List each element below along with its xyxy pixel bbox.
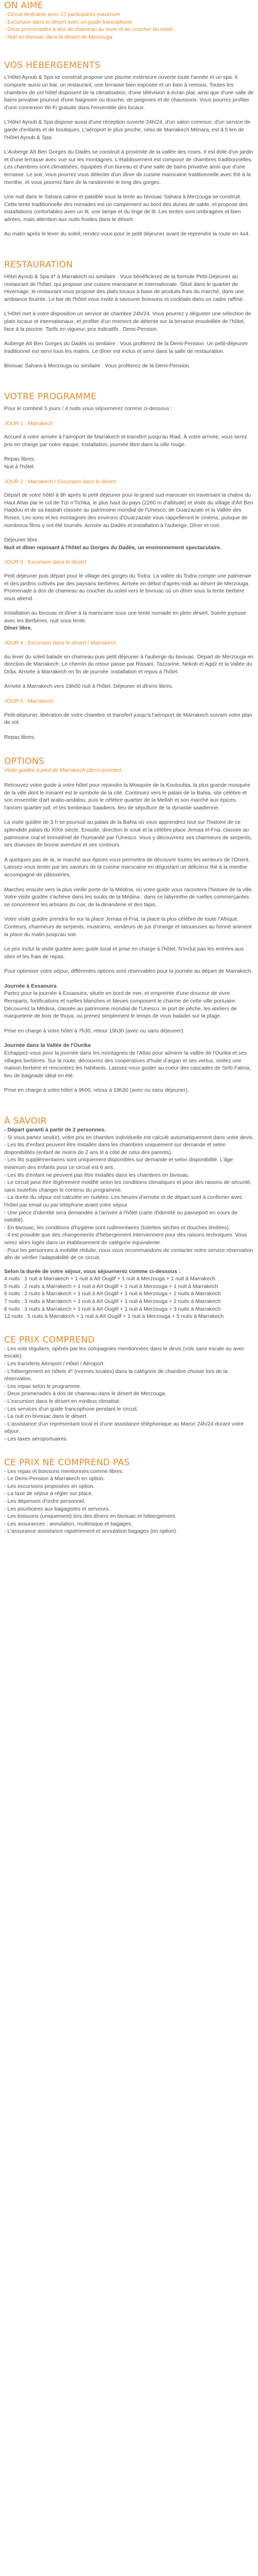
list-item: - L'assurance assistance rapatriement et annulation bagages (en option). [4, 1529, 178, 1535]
paragraph: La visite guidée de 3 h se poursuit au palais de la Bahia où vous apprendrez tout sur l'histoire de ce splendide palais du XIXe siècle. Ensuite, direction le souk et la célèbre place Jemaa el-Fna, classée au patrimoine oral et immatériel de l'humanité par l'Unesco. Vous y découvrirez ses charmeurs de serpents, ses diseuses de bonne aventure et ses conteurs. [4, 820, 252, 849]
list-item: - Si vous partez seul(e), votre prix en chambre individuelle est calculé automatiquement dans votre devis. [4, 1134, 254, 1141]
list-item: - La durée du séjour est calculée en nuitées. Les heures d'arrivée et de départ sont à confirmer avec l'hôtel par email ou par téléphone avant votre séjour. [4, 1195, 243, 1208]
list-item: - Les services d'un guide francophone pendant le circuit. [4, 1406, 138, 1412]
paragraph: Prise en charge à votre hôtel à 7h30, retour 19h30 (avec ou sans déjeuner). [4, 1028, 185, 1034]
list-item: - Deux promenades à dos de chameau dans le désert de Merzouga. [4, 1391, 167, 1397]
list-item: - Les excursions proposées en option. [4, 1483, 95, 1489]
paragraph: L'Hôtel met à votre disposition un service de chambre 24h/24. Vous pourrez y déguster une sélection de plats locaux et internationaux, et profiter d'un moment de détente sur la terrasse ensoleillée de l'hôtel, face à la piscine. Tarifs en vigueur, prix indicatifs : Demi-Pension. [4, 311, 251, 332]
paragraph: L'Auberge Aït Ben Gorges du Dadès se construit à proximité de la vallée des roses. Il est doté d'un jardin et d'une terrasse avec vue sur les montagnes. L'établissement est composé de chambres traditionnelles. Les chambres sont climatisées, équipées d'un bureau et d'une salle de bains privative ainsi que d'une terrasse. Le soir, vous pourrez vous délecter d'un dîner de cuisine marocaine traditionnelle avec thé à la menthe, et vous pourrez faire de la randonnée le long des gorges. [4, 149, 253, 185]
paragraph: Repas libres. [4, 456, 36, 463]
paragraph: Installation au bivouac et dîner à la marocaine sous une tente nomade en plein désert. Soirée joyeuse avec les Berbères, nuit sous tente. [4, 611, 247, 624]
paragraph: Dîner libre. [4, 625, 33, 632]
hebergements-heading: VOS HÉBERGEMENTS [4, 60, 101, 71]
ce-prix-comprend-heading: CE PRIX COMPREND [4, 1334, 95, 1345]
list-item: - Circuit itinérante avec 17 participants maximum [4, 12, 120, 18]
a-savoir-list [4, 1127, 254, 1262]
ce-prix-ne-comprend-pas-heading: CE PRIX NE COMPREND PAS [4, 1457, 130, 1468]
a-savoir-heading: À SAVOIR [4, 1116, 47, 1126]
list-item: - Les lits d'enfant peuvent être installés dans les chambres uniquement sur demande et selon disponibilités (enfant de moins de 2 ans lit à côté de celui des parents). [4, 1142, 226, 1156]
paragraph: L'Hôtel Ayoub & Spa se construit propose une piscine extérieure ouverte toute l'année et un spa. Il comporte aussi un bar, un restaurant, une terrasse bien exposée et un bain à remous. Toutes les chambres de cet hôtel disposent de la climatisation, d'une télévision à écran plat, ainsi que d'une salle de bains privative pourvue d'une baignoire ou douche, de peignoirs et de chaussons. Vous pourrez profiter d'une connexion Wi-Fi gratuite dans l'ensemble des locaux. [4, 75, 254, 111]
programme-heading: VOTRE PROGRAMME [4, 392, 96, 402]
paragraph: L'Hôtel Ayoub & Spa dispose aussi d'une réception ouverte 24h/24, d'un salon commun, d'un service de garde d'enfants et de boutiques. L'aéroport le plus proche, celui de Marrakech Ménara, est à 5 km de l'Hôtel Ayoub & Spa. [4, 120, 251, 141]
paragraph: Échappez-vous pour la journée dans les montagnes de l'Atlas pour admirer la vallée de l'Ourika et ses villages berbères. Sur la route, découvrez des coopératives d'huile d'argan et ses vertus, visitez une maison berbère et rencontrez les habitants. Laissez-vous guider au coeur des cascades de Setti Fatma, lieu de baignade idéal en été. [4, 1050, 251, 1079]
paragraph: Petit-déjeuner, libération de votre chambre et transfert jusqu'à l'aéroport de Marrakech suivant votre plan de vol. [4, 712, 252, 726]
list-item: - Le circuit peut être légèrement modifié selon les conditions climatiques et pour des raisons de sécurité, sans toutefois changer le contenu du programme. [4, 1180, 252, 1193]
paragraph: Déjeuner libre. [4, 537, 39, 544]
list-item: - Le Demi-Pension à Marrakech en option. [4, 1476, 105, 1482]
paragraph: Au lever du soleil balade en chameau puis petit déjeuner à l'auberge du bivouac. Départ de Merzouga en direction de Marrakech. Le chemin du retour passe par Rissani, Tazzarine, Nekob et Agdz et la Vallée du Drâa. Arrivée à Marrakech en fin de journée. Installation et repos à l'hôtel. [4, 654, 254, 675]
paragraph: Retrouvez votre guide à votre hôtel pour rejoindre la Mosquée de la Koutoubia, la plus grande mosquée de la ville dont le minaret est le symbole de la cité. Continuez vers le palais de la Bahia, site célèbre et son ensemble d'art arabo-andalou, puis le célèbre quartier de la Mellah et son marché aux épices, l'ancien quartier juif, et les tombeaux Saadiens, lieu de sépulture de la dynastie saadienne. [4, 783, 251, 811]
list-item: - Les repas selon le programme. [4, 1383, 82, 1389]
paragraph: Nuit à l'hôtel. [4, 464, 35, 470]
paragraph: Accueil à votre arrivée à l'aéroport de Marrakech et transfert jusqu'au Riad. À votre arrivée, vous serez pris en charge par notre équipe. Installation, journée libre dans la ville rouge. [4, 434, 248, 448]
list-item: - Les lits d'enfant ne peuvent pas être installés dans les chambres en bivouac. [4, 1172, 190, 1178]
list-item: - L'hébergement en hôtels 4* (normes locales) dans la catégorie de chambre choisie lors de la réservation. [4, 1368, 228, 1382]
restauration-heading: RESTAURATION [4, 260, 73, 270]
paragraph: Repas libres. [4, 734, 36, 740]
paragraph: Prise en charge à votre hôtel à 9h00, retour à 19h30 (avec ou sans déjeuner). [4, 1088, 189, 1094]
list-item: - La taxe de séjour à régler sur place. [4, 1491, 93, 1497]
list-item: - Pour les personnes à mobilité réduite, nous vous recommandons de contacter notre service réservation afin de vérifier l'adaptabilité de ce circuit. [4, 1247, 253, 1261]
paragraph: Pour optimiser votre séjour, différentes options sont réservables pour la journée au départ de Marrakech. [4, 969, 253, 975]
paragraph: Au matin après le lever du soleil, rendez-vous pour le petit déjeuner avant de reprendre la route en 4x4. [4, 231, 250, 238]
on-aime-list [4, 11, 254, 41]
list-item: - Les boissons (uniquement) lors des dîners en bivouac et hébergement. [4, 1514, 176, 1520]
list-item: - Deux promenades à dos de chameau au lever et au coucher du soleil [4, 27, 173, 33]
list-item: 4 nuits : 1 nuit à Marrakech + 1 nuit à Aït Ouglif + 1 nuit à Merzouga + 1 nuit à Marrakech [4, 1276, 216, 1282]
list-item: - Les repas et boissons mentionnés comme libres. [4, 1468, 124, 1475]
list-item: - La nuit en bivouac dans le désert. [4, 1414, 88, 1420]
list-item: - Les dépenses d'ordre personnel. [4, 1498, 86, 1504]
day-title: JOUR 1 : Marrakech [4, 420, 53, 427]
list-item: - Départ garanti à partir de 2 personnes. [4, 1127, 106, 1133]
paragraph: Auberge Aït Ben Gorges du Dadès ou similaire : Vous profiterez de la Demi-Pension. Un petit-déjeuner traditionnel est servi tous les matins. Le dîner est inclus et servi dans la salle de restauration. [4, 341, 248, 354]
paragraph: Le prix inclut la visite guidée avec guide local et prise en charge à l'hôtel. N'inclut pas les entrées aux sites et les frais de repas. [4, 946, 244, 960]
day-title: JOUR 5 : Marrakech [4, 699, 53, 705]
list-item: - En bivouac, les conditions d'hygiène sont rudimentaires (toilettes sèches et douches limitées). [4, 1225, 231, 1231]
list-item: - Une pièce d'identité sera demandée à l'arrivée à l'hôtel (carte d'identité ou passeport en cours de validité). [4, 1210, 238, 1224]
paragraph: Partez pour la journée à Essaouira, située en bord de mer, et empreinte d'une douceur de vivre. Remparts, fortifications et ruelles blanches et bleues composent le charme de cette ville portuaire. Découvrez la Médina, classée au patrimoine mondial de l'Unesco, le port de pêche, les ateliers de marqueterie de bois de thuya, ou prenez simplement le temps de vous balader sur la plage. [4, 991, 237, 1020]
list-item: 12 nuits : 5 nuits à Marrakech + 1 nuit à Aït Ouglif + 1 nuit à Merzouga + 5 nuits à Marrakech [4, 1314, 224, 1320]
day-title: JOUR 3 : Excursion dans le désert [4, 560, 87, 566]
option-subtitle: Journée dans la Vallée de l'Ourika [4, 1043, 91, 1049]
list-item: - Les taxes aéroportuaires. [4, 1436, 68, 1442]
list-item: 5 nuits : 2 nuits à Marrakech + 1 nuit à Aït Ouglif + 1 nuit à Merzouga + 1 nuit à Marrakech [4, 1283, 218, 1290]
options-heading: OPTIONS [4, 756, 45, 767]
list-item: - Nuit en bivouac dans le désert de Merzouga. [4, 34, 114, 40]
paragraph: Départ de votre hôtel à 8h après le petit déjeuner pour le grand sud marocain en traversant la chaîne du Haut Atlas par le col de Tizi n'Tichka, le plus haut du pays (2260 m d'altitude) et visite du village d'Aït Ben Haddou et de sa kasbah classée au patrimoine mondial de l'Unesco, de Ouarzazate et la Vallée des Roses. Les sons et les montagnes des environs d'Ouarzazate vous rappelleront le cinéma, puisque de nombreux films y ont été tournés. Arrivée au Dadès et installation à l'auberge. Dîner et nuit. [4, 493, 253, 529]
option-subtitle: Journée à Essaouira [4, 983, 57, 989]
list-item: - Les transferts Aéroport / Hôtel / Aéroport. [4, 1361, 105, 1367]
paragraph: Petit déjeuner puis départ pour le village des gorges du Todra. La vallée du Todra compte une palmeraie et des jardins cultivés par des paysans berbères. Arrivée en début d'après-midi au désert de Merzouga. Promenade à dos de chameau au coucher du soleil vers le bivouac où un dîner sous la tente berbère vous attend. [4, 573, 252, 602]
day-title: JOUR 4 : Excursion dans le désert / Marrakech [4, 640, 117, 647]
paragraph: Hôtel Ayoub & Spa 4* à Marrakech ou similaire : Vous bénéficierez de la formule Petit-Déjeuner au restaurant de l'hôtel, qui propose une cuisine marocaine et internationale. Situé dans le quartier de Hivernage, le restaurant vous propose des plats locaux à base de produits frais du marché, dans une ambiance feutrée. Le bar de l'hôtel vous invite à savourer boissons et cocktails dans un cadre raffiné. [4, 274, 245, 302]
list-item: 6 nuits : 2 nuits à Marrakech + 1 nuit à Aït Ouglif + 1 nuit à Merzouga + 2 nuits à Marrakech [4, 1291, 221, 1297]
option-subtitle: Visite guidée à pied de Marrakech (demi-journée) [4, 768, 122, 774]
paragraph: Une nuit dans le Sahara calme et paisible sous la tente au bivouac Sahara à Merzouga se construit. Cette tente traditionnelle des nomades est un campement au bord des dunes de sable, et propose des installations confortables avec un lit, une lampe et du linge de lit. Les tentes sont ombragées et bien aérées, mais attention aux nuits froides dans le désert. [4, 194, 248, 223]
on-aime-heading: ON AIME [4, 1, 43, 11]
paragraph: Nuit et dîner reposant à l'hôtel au Gorges du Dadès, un environnement spectaculaire. [4, 545, 222, 551]
list-item: - Les lits supplémentaires sont uniquement disponibles sur demande et selon disponibilité. L'âge minimum des enfants pour ce circuit est 6 ans. [4, 1157, 233, 1171]
list-item: - L'excursion dans le désert en minibus climatisé. [4, 1399, 121, 1404]
paragraph: Pour le combiné 5 jours / 4 nuits vous séjournerez comme ci-dessous : [4, 406, 172, 412]
day-title: JOUR 2 : Marrakech / Excursion dans le désert [4, 479, 117, 485]
paragraph: Bivouac Sahara à Merzouga ou similaire : Vous profiterez de la Demi-Pension. [4, 363, 190, 369]
list-item: - L'assistance d'un représentant local et d'une assistance téléphonique au Maroc 24h/24 durant votre séjour. [4, 1421, 244, 1435]
paragraph: Votre visite guidée prendra fin sur la place Jemaa el-Fna, la place la plus célèbre de toute l'Afrique. Conteurs, charmeurs de serpents, musiciens, vendeurs de jus d'orange et tatoueuses au henné animent la place du matin jusqu'au soir. [4, 917, 252, 938]
paragraph: Marchez ensuite vers la plus vieille porte de la Médina, où votre guide vous racontera l'histoire de la ville. Votre visite guidée s'achève dans les souks de la Médina : dans ce labyrinthe de ruelles commerçantes se concentrent les artisans du cuir, de la dinanderie et des tapis. [4, 887, 253, 908]
stays-list [4, 1276, 254, 1321]
paragraph: À quelques pas de là, le marché aux épices vous permettra de découvrir toutes les senteurs de l'Orient. Laissez-vous tenter par les saveurs de la cuisine marocaine en dégustant un délicieux thé à la menthe accompagné de pâtisseries. [4, 857, 250, 878]
paragraph: Arrivée à Marrakech vers 19h00 nuit à l'hôtel. Déjeuner et dîners libres. [4, 684, 173, 690]
ce-prix-comprend-list [4, 1346, 254, 1444]
list-item: 8 nuits : 3 nuits à Marrakech + 1 nuit à Aït Ouglif + 1 nuit à Merzouga + 3 nuits à Marrakech [4, 1306, 221, 1312]
list-item: - Il est possible que des changements d'hébergement interviennent pour des raisons techniques. Vous serez alors logés dans un établissement de catégorie équivalente. [4, 1232, 247, 1246]
list-item: - Les pourboires aux bagagistes et serveurs. [4, 1506, 110, 1512]
list-item: 7 nuits : 3 nuits à Marrakech + 1 nuit à Aït Ouglif + 1 nuit à Merzouga + 2 nuits à Marrakech [4, 1299, 221, 1305]
paragraph: Selon la durée de votre séjour, vous séjournerez comme ci-dessous : [4, 1268, 181, 1275]
list-item: - Les vols réguliers, opérés par les compagnies mentionnées dans le devis (vols sans escale ou avec escale). [4, 1346, 245, 1360]
list-item: - Excursion dans le désert avec un guide francophone [4, 19, 133, 25]
ce-prix-ne-comprend-pas-list [4, 1468, 254, 1536]
list-item: - Les assurances : annulation, multirisque et bagages. [4, 1521, 133, 1527]
